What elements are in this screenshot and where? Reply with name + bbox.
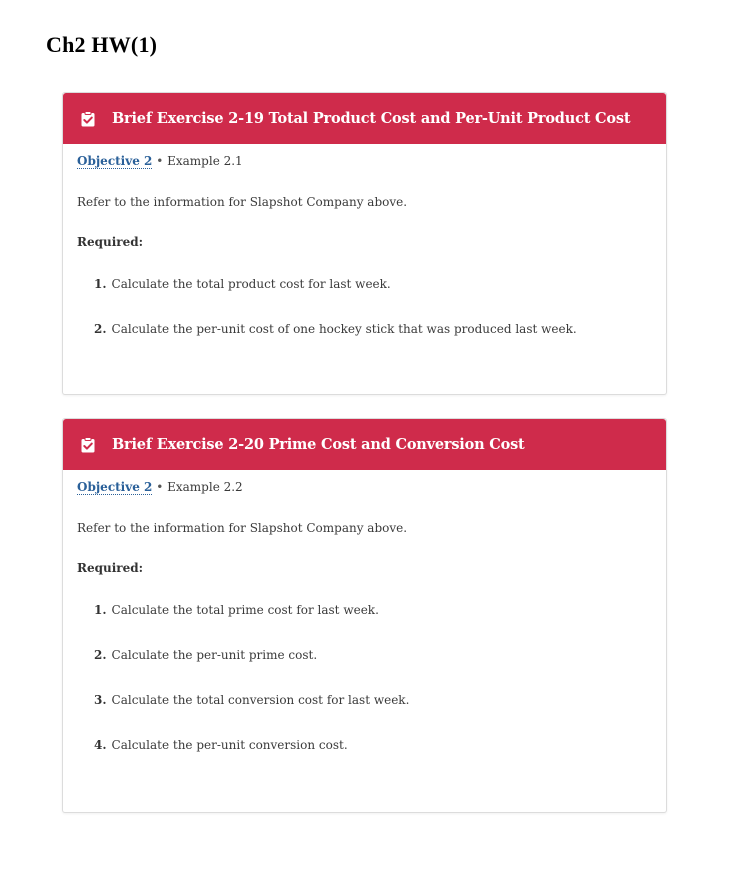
exercise-meta [77, 479, 652, 495]
task-text: Calculate the per-unit conversion cost. [111, 738, 348, 752]
task-text: Calculate the per-unit prime cost. [111, 648, 318, 662]
task-item [94, 692, 652, 708]
task-text: Calculate the total prime cost for last week. [111, 603, 379, 617]
task-list [77, 602, 652, 753]
required-heading: Required: [77, 235, 144, 249]
exercise-card-2-19 [62, 92, 667, 395]
exercise-card-header [63, 419, 666, 470]
task-item [94, 276, 652, 292]
clipboard-check-icon [80, 111, 96, 127]
task-text: Calculate the total conversion cost for last week. [111, 693, 410, 707]
meta-separator: • [156, 154, 164, 168]
example-label: Example 2.1 [167, 154, 243, 168]
objective-link[interactable]: Objective 2 [77, 480, 153, 494]
exercise-body [63, 153, 666, 337]
task-text: Calculate the total product cost for last week. [111, 277, 391, 291]
page-title: Ch2 HW(1) [46, 32, 158, 57]
task-item [94, 647, 652, 663]
task-number: 4. [94, 738, 107, 752]
task-text: Calculate the per-unit cost of one hockey stick that was produced last week. [111, 322, 577, 336]
task-list [77, 276, 652, 337]
exercise-title: Brief Exercise 2-19 Total Product Cost and Per-Unit Product Cost [112, 110, 631, 127]
task-number: 3. [94, 693, 107, 707]
meta-separator: • [156, 480, 164, 494]
objective-link[interactable]: Objective 2 [77, 154, 153, 168]
task-number: 1. [94, 277, 107, 291]
example-label: Example 2.2 [167, 480, 243, 494]
task-number: 2. [94, 648, 107, 662]
exercise-intro: Refer to the information for Slapshot Company above. [77, 195, 408, 209]
required-heading: Required: [77, 561, 144, 575]
exercise-title: Brief Exercise 2-20 Prime Cost and Conversion Cost [112, 436, 525, 453]
exercise-meta [77, 153, 652, 169]
task-number: 1. [94, 603, 107, 617]
task-item [94, 737, 652, 753]
exercise-body [63, 479, 666, 753]
exercise-card-2-20 [62, 418, 667, 813]
task-item [94, 321, 652, 337]
task-number: 2. [94, 322, 107, 336]
exercise-card-header [63, 93, 666, 144]
exercise-intro: Refer to the information for Slapshot Company above. [77, 521, 408, 535]
clipboard-check-icon [80, 437, 96, 453]
task-item [94, 602, 652, 618]
